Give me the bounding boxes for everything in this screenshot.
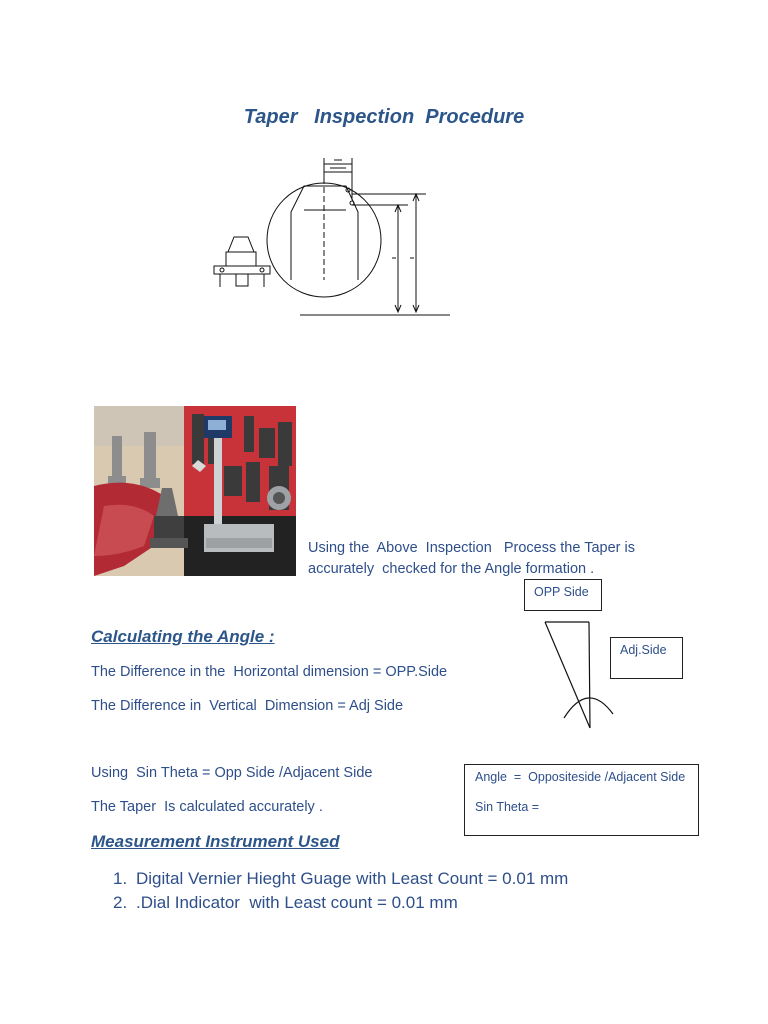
small-part-drawing: [214, 237, 270, 287]
calc-line-sin: Using Sin Theta = Opp Side /Adjacent Side: [91, 765, 373, 781]
adj-side-box: [610, 637, 683, 679]
instrument-item-2-number: 2.: [113, 893, 128, 912]
page-title: Taper Inspection Procedure: [243, 106, 525, 128]
formula-sin-theta: Sin Theta =: [475, 800, 540, 814]
opp-side-label: OPP Side: [534, 585, 589, 599]
photo-caption-line2: accurately checked for the Angle formation .: [308, 561, 595, 577]
instrument-item-1-text: Digital Vernier Hieght Guage with Least Count = 0.01 mm: [136, 869, 569, 888]
calc-line-horizontal: The Difference in the Horizontal dimension = OPP.Side: [91, 664, 448, 680]
photo-caption-line1: Using the Above Inspection Process the Taper is: [308, 540, 635, 556]
calc-line-taper: The Taper Is calculated accurately .: [91, 799, 323, 815]
angle-triangle-diagram: [540, 618, 620, 728]
formula-box: [464, 764, 699, 836]
instrument-item-1-number: 1.: [113, 869, 128, 888]
calc-line-vertical: The Difference in Vertical Dimension = Adj Side: [91, 698, 404, 714]
adj-side-label: Adj.Side: [620, 643, 667, 657]
calc-heading: Calculating the Angle :: [91, 627, 275, 646]
instrument-item-2-text: .Dial Indicator with Least count = 0.01 mm: [136, 893, 458, 912]
instruments-heading: Measurement Instrument Used: [91, 832, 340, 851]
inspection-setup-photo: [94, 406, 296, 576]
formula-angle: Angle = Oppositeside /Adjacent Side: [475, 770, 686, 784]
opp-side-box: [524, 579, 602, 611]
detail-circle: [267, 183, 381, 297]
